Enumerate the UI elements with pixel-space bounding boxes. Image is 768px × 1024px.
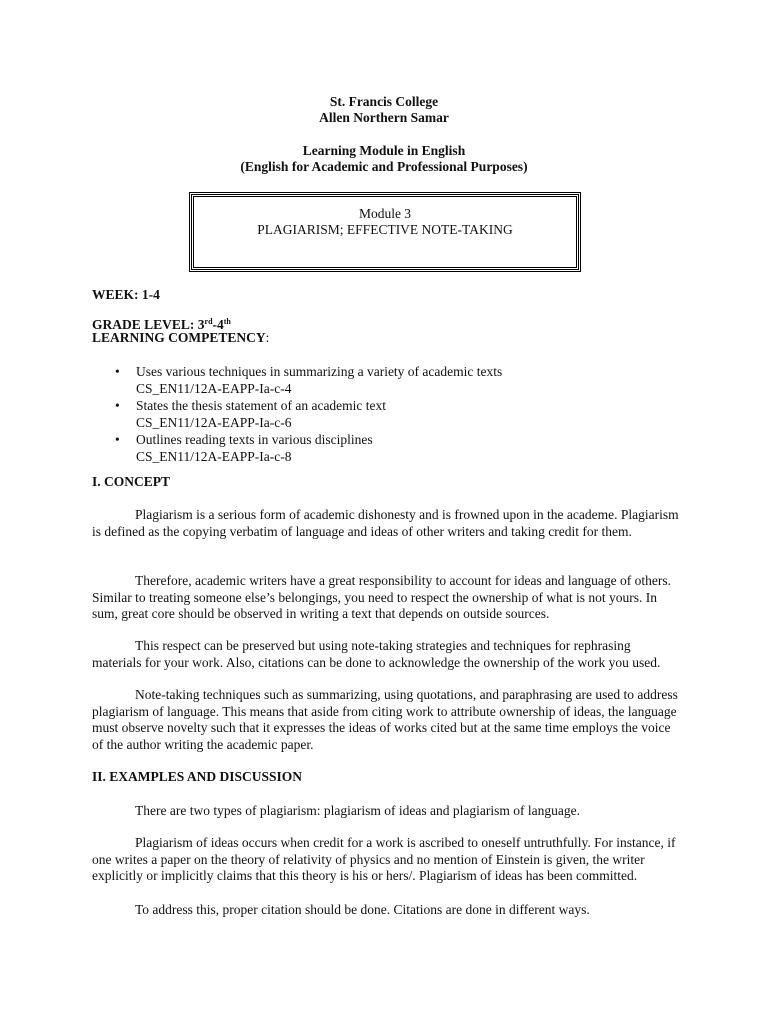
competency-text: States the thesis statement of an academic text [136,398,387,413]
concept-heading: I. CONCEPT [92,474,171,489]
paragraph-text: To address this, proper citation should be done. Citations are done in different ways. [135,902,590,917]
grade-sup-rd: rd [204,317,213,326]
grade-sup-th: th [223,317,231,326]
competency-text: Outlines reading texts in various disciplines [136,432,373,447]
bullet-icon: • [115,364,120,379]
week-label: WEEK: 1-4 [92,287,160,302]
bullet-icon: • [115,398,120,413]
examples-paragraph [92,803,680,820]
paragraph-text: Therefore, academic writers have a great responsibility to account for ideas and language of others. Similar to treating someone else’s belongings, you need to respect the ownership of what is not yours. In sum, great core should be observed in writing a text that depends on outside sources. [92,573,672,621]
paragraph-text: Plagiarism is a serious form of academic dishonesty and is frowned upon in the academe. Plagiarism is defined as the copying verbatim of language and ideas of other writers and taking credit for them. [92,507,679,539]
competency-colon: : [265,330,270,345]
module-box [191,194,579,270]
concept-paragraph [92,507,680,540]
college-name: St. Francis College [329,94,439,109]
grade-dash: -4 [212,317,224,332]
concept-paragraph [92,687,680,753]
concept-paragraph [92,573,680,623]
competency-code: CS_EN11/12A-EAPP-Ia-c-8 [136,449,292,464]
competency-item [114,363,634,397]
grade-level-text: GRADE LEVEL: 3 [92,317,205,332]
module-topic: PLAGIARISM; EFFECTIVE NOTE-TAKING [257,222,513,237]
college-location: Allen Northern Samar [319,110,449,125]
examples-heading: II. EXAMPLES AND DISCUSSION [92,769,303,784]
competency-item [114,431,634,465]
module-number: Module 3 [358,206,412,221]
paragraph-text: There are two types of plagiarism: plagiarism of ideas and plagiarism of language. [135,803,580,818]
competency-list [114,363,634,465]
paragraph-text: Note-taking techniques such as summarizing, using quotations, and paraphrasing are used to address plagiarism of language. This means that aside from citing work to attribute ownership of ideas, the language must observe novelty such that it expresses the ideas of works cited but at the same time employs the voice of the author writing the academic paper. [92,687,678,752]
competency-code: CS_EN11/12A-EAPP-Ia-c-4 [136,381,292,396]
examples-paragraph [92,835,680,885]
competency-code: CS_EN11/12A-EAPP-Ia-c-6 [136,415,292,430]
bullet-icon: • [115,432,120,447]
paragraph-text: Plagiarism of ideas occurs when credit for a work is ascribed to oneself untruthfully. For instance, if one writes a paper on the theory of relativity of physics and no mention of Einstein is given, the writer explicitly or implicitly claims that this theory is his or hers/. Plagiarism of ideas has been committed. [92,835,676,883]
competency-heading: LEARNING COMPETENCY [92,330,266,345]
module-title: Learning Module in English [302,143,466,158]
paragraph-text: This respect can be preserved but using note-taking strategies and techniques for rephrasing materials for your work. Also, citations can be done to acknowledge the ownership of the work you used. [92,638,661,670]
concept-paragraph [92,638,680,671]
learning-competency-label [92,330,269,346]
competency-text: Uses various techniques in summarizing a variety of academic texts [136,364,503,379]
examples-paragraph [92,902,680,919]
module-subtitle: (English for Academic and Professional Purposes) [240,159,528,174]
competency-item [114,397,634,431]
